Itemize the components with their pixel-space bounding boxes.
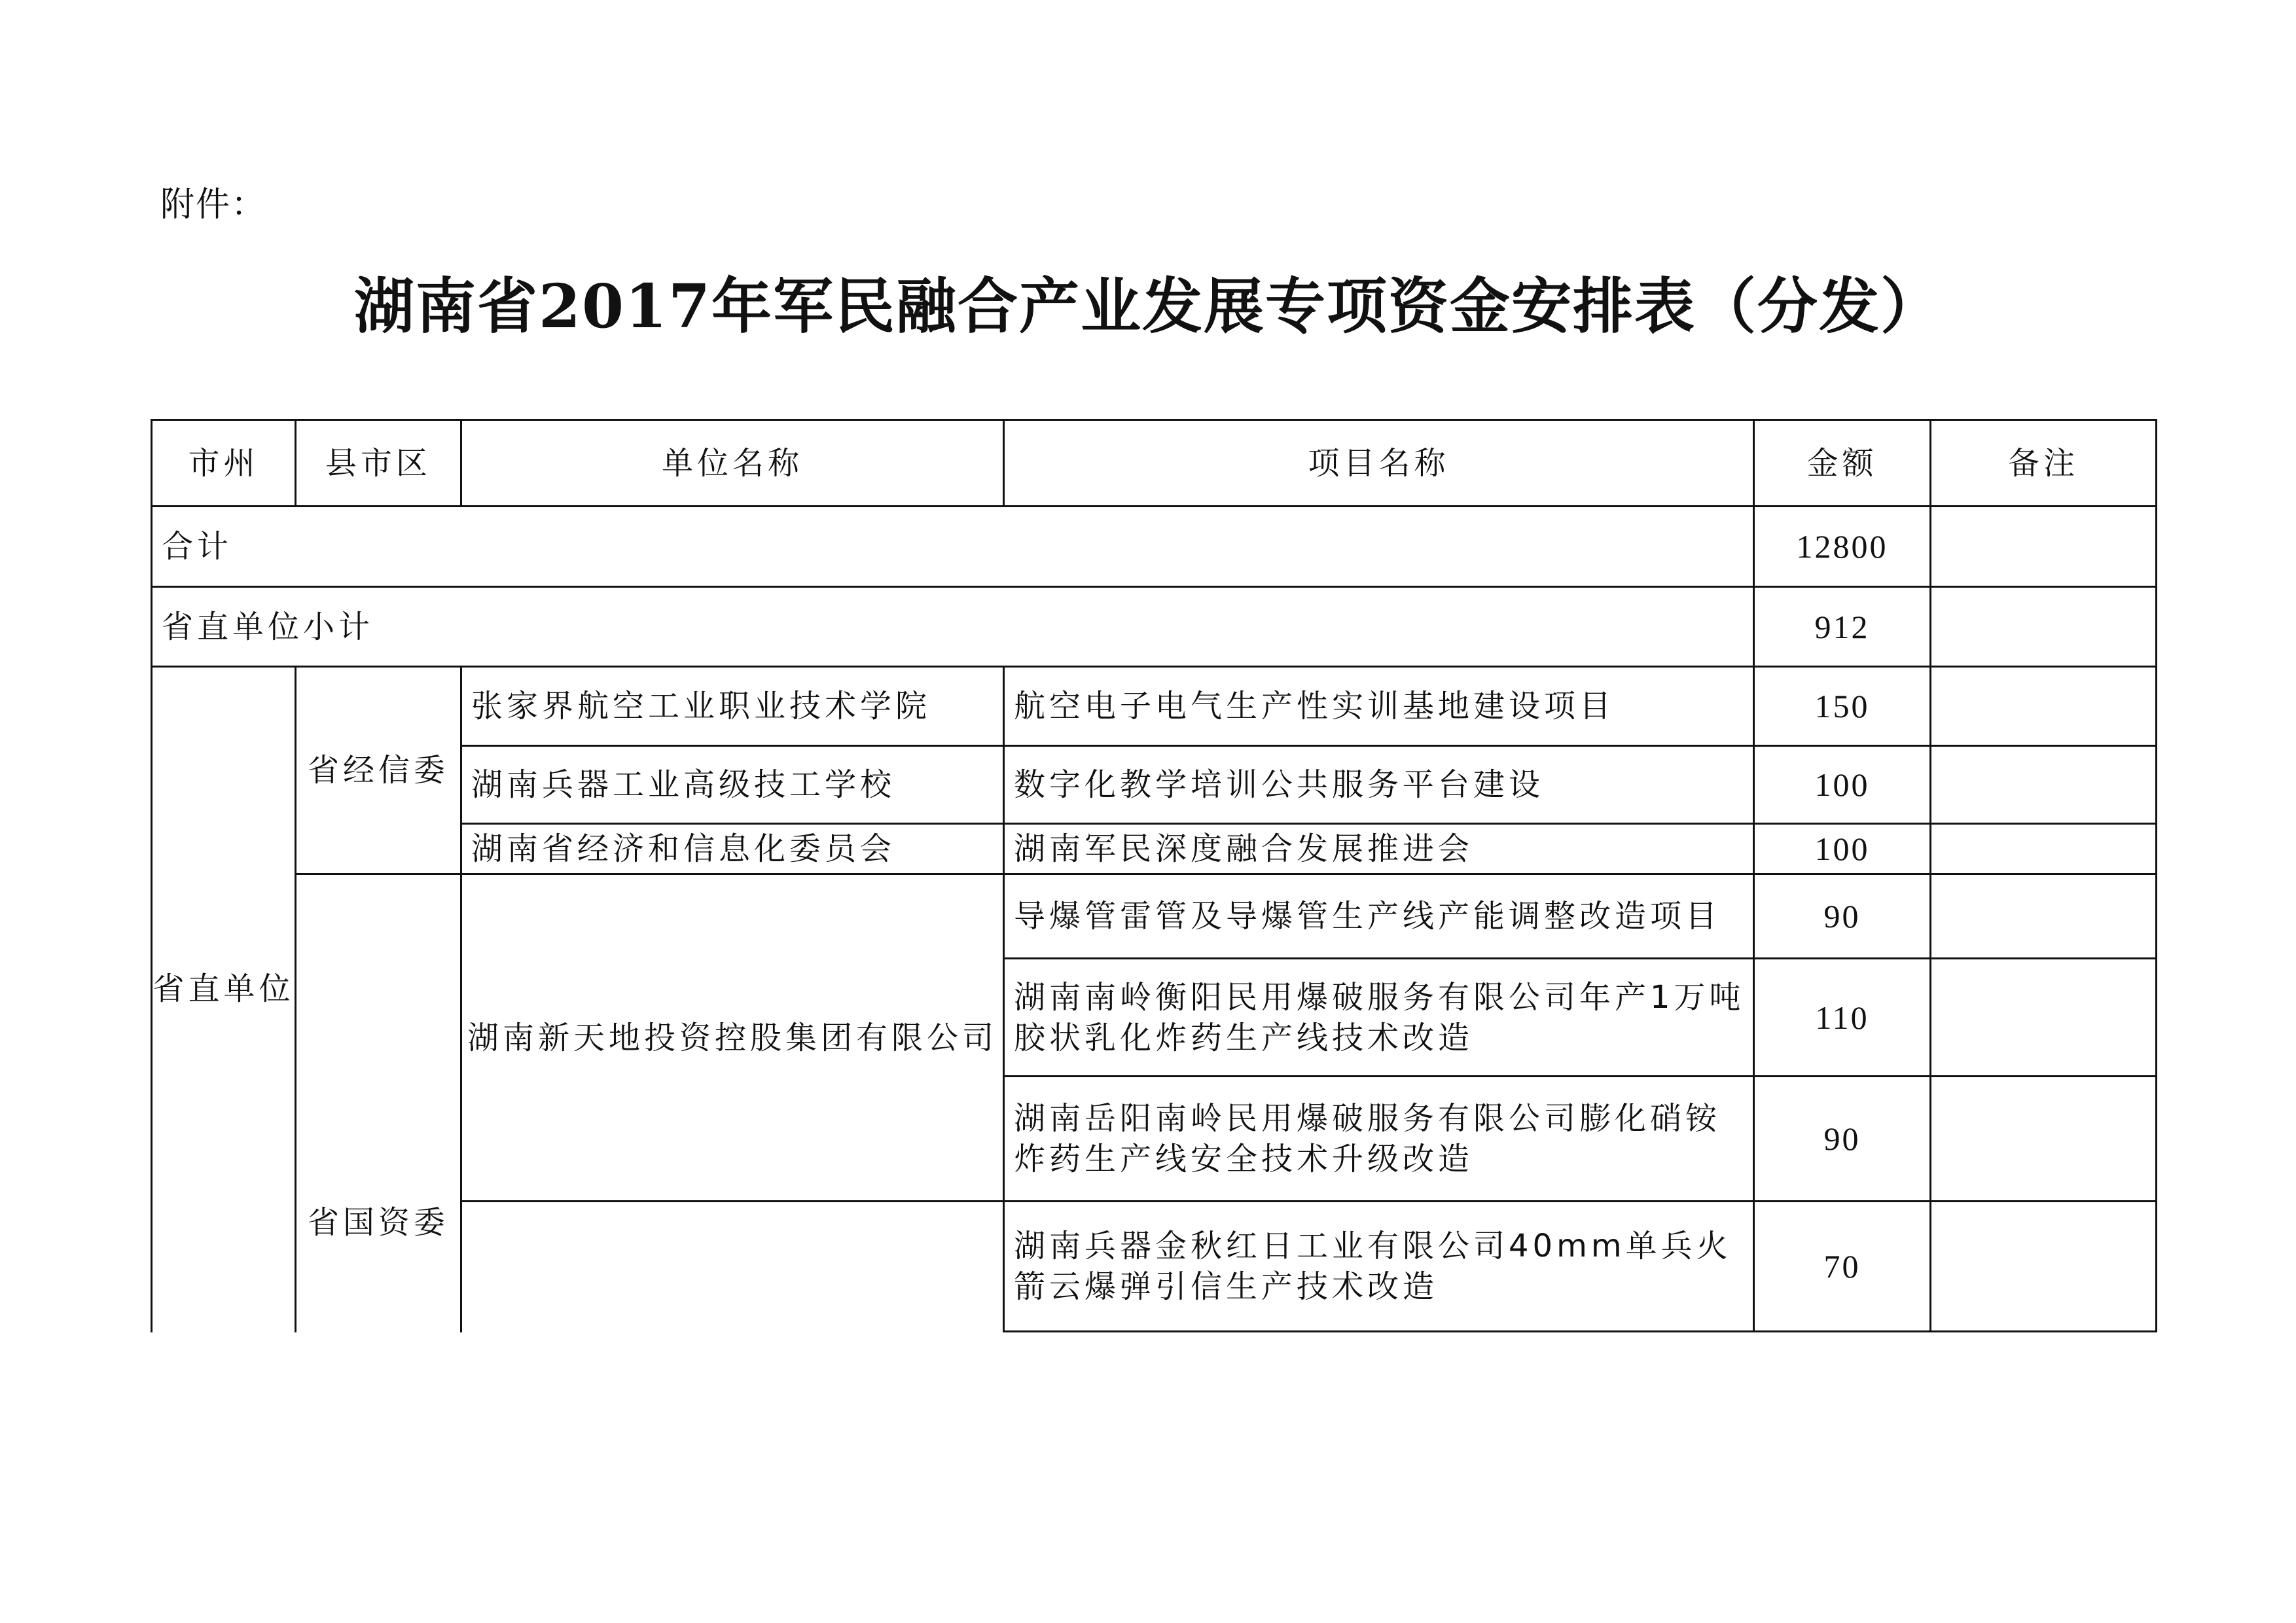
header-unit: 单位名称 bbox=[460, 419, 1005, 507]
header-notes: 备注 bbox=[1929, 419, 2157, 507]
document-title: 湖南省2017年军民融合产业发展专项资金安排表（分发） bbox=[353, 271, 1943, 342]
amount-cell: 90 bbox=[1753, 873, 1931, 959]
unit-cell bbox=[460, 1200, 1005, 1332]
project-cell: 数字化教学培训公共服务平台建设 bbox=[1003, 745, 1755, 825]
project-cell: 航空电子电气生产性实训基地建设项目 bbox=[1003, 666, 1755, 747]
county-cell-2 bbox=[295, 873, 462, 1332]
total-amount: 12800 bbox=[1753, 505, 1931, 588]
amount-cell: 70 bbox=[1753, 1200, 1931, 1332]
county-cell-1: 省经信委 bbox=[295, 666, 462, 875]
amount-cell: 100 bbox=[1753, 745, 1931, 825]
city-cell bbox=[151, 666, 296, 1332]
notes-cell bbox=[1929, 957, 2157, 1077]
amount-cell: 110 bbox=[1753, 957, 1931, 1077]
city-label: 省直单位 bbox=[152, 971, 295, 1007]
county-label: 省国资委 bbox=[307, 1204, 449, 1241]
unit-cell: 湖南兵器工业高级技工学校 bbox=[460, 745, 1005, 825]
subtotal-notes bbox=[1929, 586, 2157, 668]
project-cell: 导爆管雷管及导爆管生产线产能调整改造项目 bbox=[1003, 873, 1755, 959]
project-cell: 湖南军民深度融合发展推进会 bbox=[1003, 823, 1755, 875]
notes-cell bbox=[1929, 666, 2157, 747]
notes-cell bbox=[1929, 823, 2157, 875]
notes-cell bbox=[1929, 745, 2157, 825]
total-label: 合计 bbox=[151, 505, 1755, 588]
project-cell: 湖南南岭衡阳民用爆破服务有限公司年产1万吨胶状乳化炸药生产线技术改造 bbox=[1003, 957, 1755, 1077]
project-cell: 湖南兵器金秋红日工业有限公司40mm单兵火箭云爆弹引信生产技术改造 bbox=[1003, 1200, 1755, 1332]
total-notes bbox=[1929, 505, 2157, 588]
header-amount: 金额 bbox=[1753, 419, 1931, 507]
unit-cell: 张家界航空工业职业技术学院 bbox=[460, 666, 1005, 747]
unit-merged-cell: 湖南新天地投资控股集团有限公司 bbox=[460, 873, 1005, 1202]
amount-cell: 100 bbox=[1753, 823, 1931, 875]
subtotal-amount: 912 bbox=[1753, 586, 1931, 668]
project-cell: 湖南岳阳南岭民用爆破服务有限公司膨化硝铵炸药生产线安全技术升级改造 bbox=[1003, 1075, 1755, 1202]
notes-cell bbox=[1929, 873, 2157, 959]
notes-cell bbox=[1929, 1075, 2157, 1202]
header-county: 县市区 bbox=[295, 419, 462, 507]
amount-cell: 90 bbox=[1753, 1075, 1931, 1202]
amount-cell: 150 bbox=[1753, 666, 1931, 747]
header-project: 项目名称 bbox=[1003, 419, 1755, 507]
attachment-label: 附件： bbox=[160, 185, 267, 224]
subtotal-label: 省直单位小计 bbox=[151, 586, 1755, 668]
notes-cell bbox=[1929, 1200, 2157, 1332]
unit-cell: 湖南省经济和信息化委员会 bbox=[460, 823, 1005, 875]
header-city: 市州 bbox=[151, 419, 296, 507]
